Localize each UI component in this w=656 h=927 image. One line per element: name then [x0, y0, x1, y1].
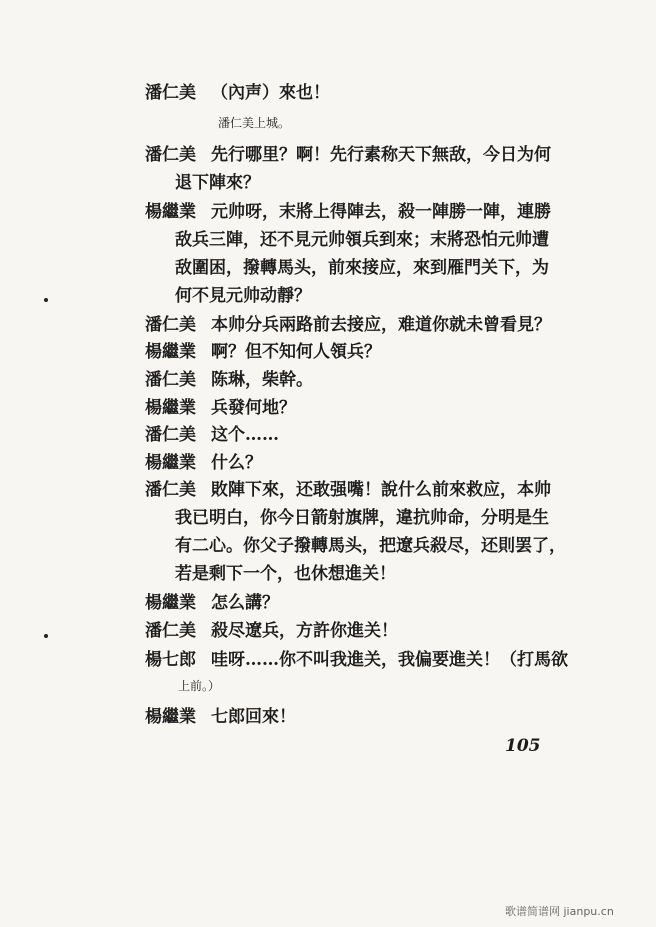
dialogue-text: 兵發何地？: [211, 398, 296, 418]
dialogue-text: 什么？: [211, 453, 262, 473]
speaker-name: 楊七郎: [145, 650, 196, 670]
stage-direction: 潘仁美上城。: [218, 116, 291, 130]
speaker-name: 楊繼業: [145, 593, 196, 613]
dialogue-text: 敌兵三陣，还不見元帅領兵到來；末將恐怕元帅遭: [175, 230, 549, 250]
page-number: 105: [505, 736, 541, 756]
watermark-text: 歌谱简谱网 jianpu.cn: [505, 905, 614, 918]
speaker-name: 潘仁美: [145, 480, 196, 500]
speaker-name: 潘仁美: [145, 145, 196, 165]
dialogue-text: 怎么講？: [211, 593, 279, 613]
speaker-name: 楊繼業: [145, 202, 196, 222]
speaker-name: 楊繼業: [145, 707, 196, 727]
margin-dot: [44, 298, 48, 302]
dialogue-text: 退下陣來？: [175, 173, 260, 193]
dialogue-text: 我已明白，你今日箭射旗牌，違抗帅命，分明是生: [175, 508, 549, 528]
dialogue-text: 本帅分兵兩路前去接应，难道你就未曾看見？: [211, 315, 551, 335]
dialogue-text: 元帅呀，末將上得陣去，殺一陣勝一陣，連勝: [211, 202, 551, 222]
speaker-name: 潘仁美: [145, 83, 196, 103]
dialogue-text: 敗陣下來，还敢强嘴！說什么前來救应，本帅: [211, 480, 551, 500]
speaker-name: 潘仁美: [145, 425, 196, 445]
speaker-name: 楊繼業: [145, 453, 196, 473]
dialogue-text: 敌圍困，撥轉馬头，前來接应，來到雁門关下，为: [175, 258, 549, 278]
dialogue-text: 何不見元帅动靜？: [175, 286, 311, 306]
dialogue-text: 这个……: [211, 425, 279, 445]
speaker-name: 楊繼業: [145, 342, 196, 362]
dialogue-text: 有二心。你父子撥轉馬头，把遼兵殺尽，还則罢了，: [175, 536, 566, 556]
stage-direction: 上前。）: [178, 679, 221, 693]
dialogue-text: 先行哪里？啊！先行素称天下無敌，今日为何: [211, 145, 551, 165]
dialogue-text: （內声）來也！: [211, 83, 330, 103]
dialogue-text: 啊？但不知何人領兵？: [211, 342, 381, 362]
dialogue-text: 殺尽遼兵，方許你進关！: [211, 621, 398, 641]
margin-dot: [44, 634, 48, 638]
dialogue-text: 若是剩下一个，也休想進关！: [175, 564, 396, 584]
speaker-name: 楊繼業: [145, 398, 196, 418]
dialogue-text: 陈琳，柴幹。: [211, 370, 313, 390]
dialogue-text: 哇呀……你不叫我進关，我偏要進关！（打馬欲: [211, 650, 568, 670]
speaker-name: 潘仁美: [145, 315, 196, 335]
speaker-name: 潘仁美: [145, 621, 196, 641]
speaker-name: 潘仁美: [145, 370, 196, 390]
dialogue-text: 七郎回來！: [211, 707, 296, 727]
